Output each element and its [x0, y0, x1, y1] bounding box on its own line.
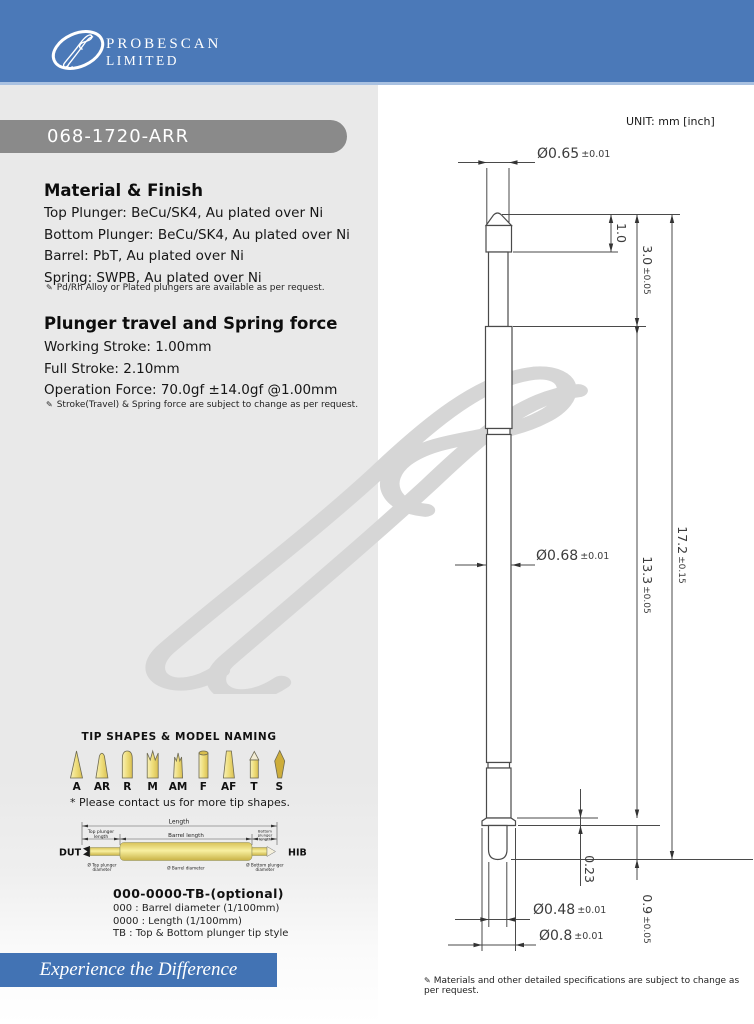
barrel-upper: [486, 327, 513, 429]
material-finish-lines: [44, 203, 350, 289]
plunger-note: [46, 400, 358, 410]
plunger-line: Working Stroke: 1.00mm: [44, 339, 212, 355]
tip-shapes-note: * Please contact us for more tip shapes.: [70, 796, 290, 809]
naming-bottom-diameter-label: Ø Bottom plunger: [246, 862, 284, 868]
bottom-plunger: [489, 826, 508, 860]
dim-bottom-length: 0.9±0.05: [640, 894, 655, 944]
barrel-crimp-1: [488, 429, 511, 435]
plunger-line: Full Stroke: 2.10mm: [44, 360, 180, 377]
tip-label-f: F: [199, 781, 207, 793]
naming-bottom-plunger: [252, 848, 267, 856]
pencil-icon: ✎: [46, 400, 53, 409]
material-finish-title: Material & Finish: [44, 181, 203, 200]
legend-line: TB : Top & Bottom plunger tip style: [113, 928, 289, 939]
material-line: Barrel: PbT, Au plated over Ni: [44, 248, 244, 264]
hib-contact-tip: [267, 847, 276, 857]
barrel-mid: [487, 435, 512, 763]
naming-top-diameter-label2: diameter: [92, 867, 112, 872]
bottom-flange: [482, 818, 516, 826]
footer-note: [424, 976, 754, 996]
tip-shape-af-icon: [223, 751, 234, 778]
footer-tagline-bar: Experience the Difference: [0, 953, 277, 987]
dim-bottom-plunger-diameter: Ø0.48 ±0.01: [533, 902, 607, 918]
pencil-icon: ✎: [424, 976, 431, 985]
material-line: Bottom Plunger: BeCu/SK4, Au plated over Ni: [44, 226, 350, 243]
legend-line: 0000 : Length (1/100mm): [113, 915, 242, 927]
naming-bottom-diameter-label2: diameter: [255, 867, 275, 872]
tip-label-r: R: [123, 781, 132, 793]
plunger-note-text: Stroke(Travel) & Spring force are subject to change as per request.: [56, 400, 359, 410]
model-naming-diagram: [45, 815, 325, 883]
tip-label-a: A: [72, 781, 81, 793]
tip-label-am: AM: [168, 781, 188, 793]
material-note: [46, 283, 325, 293]
dim-flange-height: 0.23: [582, 855, 597, 883]
tip-shape-labels: [64, 781, 292, 793]
tip-shape-t-icon: [250, 752, 259, 779]
dut-label: DUT: [59, 847, 82, 859]
dim-barrel-length: 13.3±0.05: [640, 556, 655, 614]
material-line: Spring: SWPB, Au plated over Ni: [44, 269, 262, 286]
barrel-crimp-2: [488, 763, 510, 769]
header-bar: [0, 0, 754, 85]
naming-top-length-label2: length: [93, 834, 109, 840]
tip-shape-r-icon: [122, 751, 132, 778]
tip-label-m: M: [147, 781, 158, 793]
naming-bottom-length-label3: length: [258, 836, 272, 842]
dim-tip-length: 1.0: [614, 223, 629, 243]
probe-body: [482, 213, 516, 860]
naming-barrel-length-label: Barrel length: [168, 833, 204, 839]
model-legend: [113, 903, 288, 941]
tip-shape-a-icon: [71, 751, 83, 778]
dim-flange-diameter: Ø0.8 ±0.01: [539, 928, 604, 944]
tip-shape-m-icon: [147, 751, 158, 778]
pencil-icon: ✎: [46, 283, 53, 292]
legend-line: 000 : Barrel diameter (1/100mm): [113, 903, 280, 914]
tip-shape-ar-icon: [96, 753, 108, 778]
tip-label-ar: AR: [93, 781, 111, 793]
brand-suffix: LIMITED: [106, 53, 179, 68]
footer-note-text: Materials and other detailed specifications are subject to change as per request.: [424, 976, 740, 996]
plunger-line: Operation Force: 70.0gf ±14.0gf @1.00mm: [44, 382, 338, 398]
tip-shape-s-icon: [275, 751, 285, 779]
unit-label: UNIT: mm [inch]: [626, 115, 715, 128]
model-format: 000-0000-TB-(optional): [113, 886, 284, 901]
dim-barrel-diameter: Ø0.68 ±0.01: [536, 548, 610, 564]
naming-bottom-length-label2: plunger: [257, 832, 273, 838]
tip-label-af: AF: [220, 781, 237, 793]
naming-bottom-length-label: Bottom: [258, 828, 272, 834]
tip-shape-f-icon: [199, 751, 208, 778]
tip-shape-am-icon: [174, 753, 183, 778]
material-note-text: Pd/Rh Alloy or Plated plungers are available as per request.: [56, 283, 325, 293]
hib-label: HIB: [288, 847, 307, 859]
material-line: Top Plunger: BeCu/SK4, Au plated over Ni: [44, 205, 324, 221]
dim-top-plunger-diameter: Ø0.65 ±0.01: [537, 146, 611, 162]
dim-total-length: 17.2±0.15: [675, 526, 690, 584]
tip-shapes-row: [64, 749, 292, 780]
barrel-lower: [487, 768, 512, 818]
top-plunger-shaft: [489, 252, 509, 327]
naming-top-length-label: Top plunger: [87, 830, 115, 835]
tip-label-t: T: [250, 781, 258, 793]
top-plunger-head: [486, 226, 512, 253]
naming-barrel-diameter-label: Ø Barrel diameter: [167, 865, 205, 871]
naming-length-label: Length: [168, 818, 190, 826]
tip-label-s: S: [275, 781, 284, 793]
part-number-badge: 068-1720-ARR: [0, 120, 347, 153]
tip-shapes-title: TIP SHAPES & MODEL NAMING: [81, 731, 277, 743]
brand-logo-icon: [48, 24, 112, 78]
plunger-travel-lines: [44, 337, 337, 402]
brand-name: PROBESCAN: [106, 36, 222, 52]
naming-barrel: [120, 843, 252, 861]
dut-contact-tip: [83, 846, 90, 857]
plunger-travel-title: Plunger travel and Spring force: [44, 314, 338, 333]
brand-wordmark: [106, 37, 221, 68]
naming-top-plunger: [90, 848, 120, 856]
dim-top-length: 3.0±0.05: [640, 245, 655, 295]
naming-top-diameter-label: Ø Top plunger: [87, 862, 117, 868]
probe-technical-drawing: [410, 130, 754, 965]
